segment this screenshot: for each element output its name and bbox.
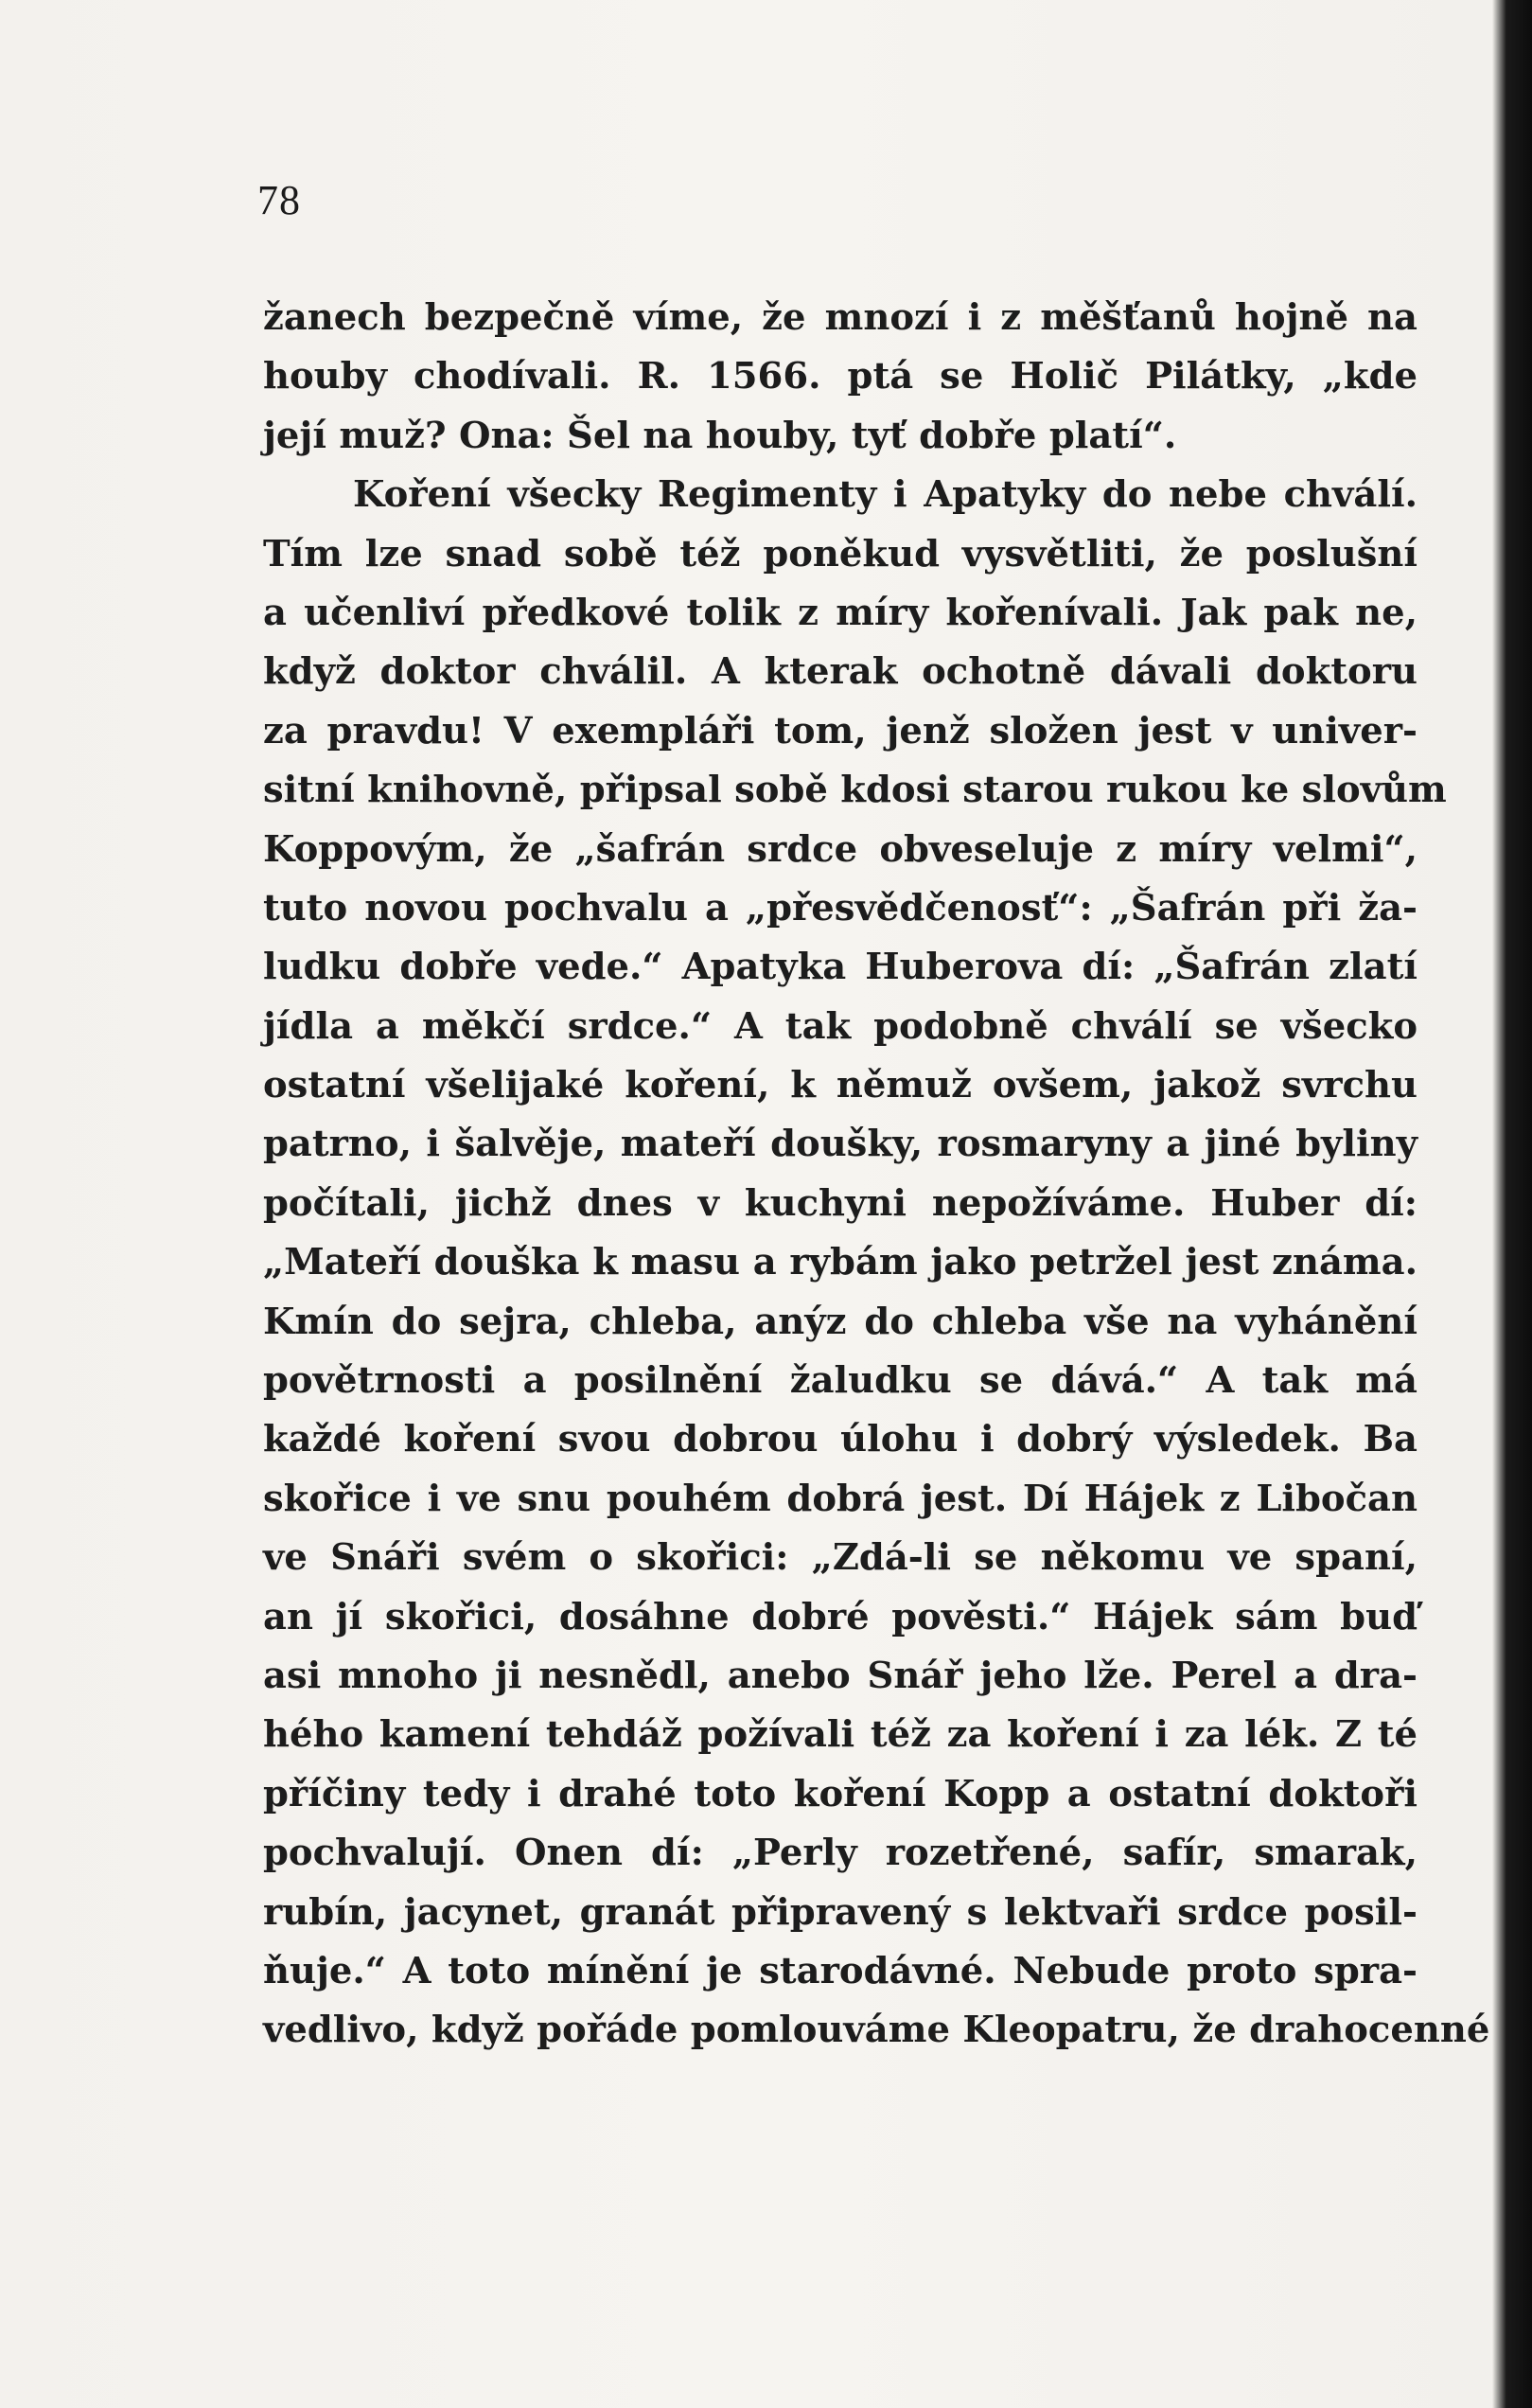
text-line: Koppovým, že „šafrán srdce obveseluje z míry velmi“,	[263, 827, 1418, 871]
text-line: jídla a měkčí srdce.“ A tak podobně chválí se všecko	[263, 1004, 1418, 1048]
text-line: Kmín do sejra, chleba, anýz do chleba vše na vyhánění	[263, 1300, 1418, 1343]
text-line: pochvalují. Onen dí: „Perly rozetřené, safír, smarak,	[263, 1832, 1418, 1875]
text-line: počítali, jichž dnes v kuchyni nepožíváme. Huber dí:	[263, 1181, 1418, 1225]
text-line: žanech bezpečně víme, že mnozí i z měšťanů hojně na	[263, 296, 1418, 339]
page-number: 78	[257, 177, 301, 223]
text-line: její muž? Ona: Šel na houby, tyť dobře platí“.	[263, 414, 1177, 457]
text-line: vedlivo, když pořáde pomlouváme Kleopatru, že drahocenné	[263, 2009, 1490, 2052]
text-line: ve Snáři svém o skořici: „Zdá-li se někomu ve spaní,	[263, 1536, 1418, 1580]
text-line: houby chodívali. R. 1566. ptá se Holič Pilátky, „kde	[263, 355, 1418, 398]
text-line: skořice i ve snu pouhém dobrá jest. Dí Hájek z Libočan	[263, 1477, 1418, 1520]
text-line: an jí skořici, dosáhne dobré pověsti.“ Hájek sám buď	[263, 1595, 1418, 1638]
body-text	[263, 289, 1490, 2061]
text-line: „Mateří douška k masu a rybám jako petržel jest známa.	[263, 1241, 1418, 1284]
text-line: každé koření svou dobrou úlohu i dobrý výsledek. Ba	[263, 1418, 1418, 1461]
text-line: ňuje.“ A toto mínění je starodávné. Nebude proto spra-	[263, 1949, 1418, 1992]
text-line: a učenliví předkové tolik z míry kořenívali. Jak pak ne,	[263, 591, 1418, 634]
text-line: sitní knihovně, připsal sobě kdosi starou rukou ke slovům	[263, 769, 1447, 812]
text-line: rubín, jacynet, granát připravený s lektvaři srdce posil-	[263, 1890, 1418, 1934]
text-line: povětrnosti a posilnění žaludku se dává.“ A tak má	[263, 1359, 1418, 1403]
text-line: tuto novou pochvalu a „přesvědčenosť“: „Šafrán při ža-	[263, 886, 1418, 930]
text-line: ludku dobře vede.“ Apatyka Huberova dí: „Šafrán zlatí	[263, 946, 1418, 989]
text-line: když doktor chválil. A kterak ochotně dávali doktoru	[263, 650, 1418, 694]
text-line: Tím lze snad sobě též poněkud vysvětliti, že poslušní	[263, 532, 1418, 575]
page-edge-shadow	[1492, 0, 1532, 2408]
text-line: Koření všecky Regimenty i Apatyky do nebe chválí.	[353, 473, 1418, 517]
text-line: za pravdu! V exempláři tom, jenž složen jest v univer-	[263, 709, 1418, 752]
text-line: hého kamení tehdáž požívali též za koření i za lék. Z té	[263, 1713, 1418, 1757]
text-line: příčiny tedy i drahé toto koření Kopp a ostatní doktoři	[263, 1772, 1418, 1815]
text-line: asi mnoho ji nesnědl, anebo Snář jeho lže. Perel a dra-	[263, 1654, 1418, 1697]
text-line: patrno, i šalvěje, mateří doušky, rosmaryny a jiné byliny	[263, 1123, 1418, 1166]
text-line: ostatní všelijaké koření, k němuž ovšem, jakož svrchu	[263, 1064, 1418, 1107]
